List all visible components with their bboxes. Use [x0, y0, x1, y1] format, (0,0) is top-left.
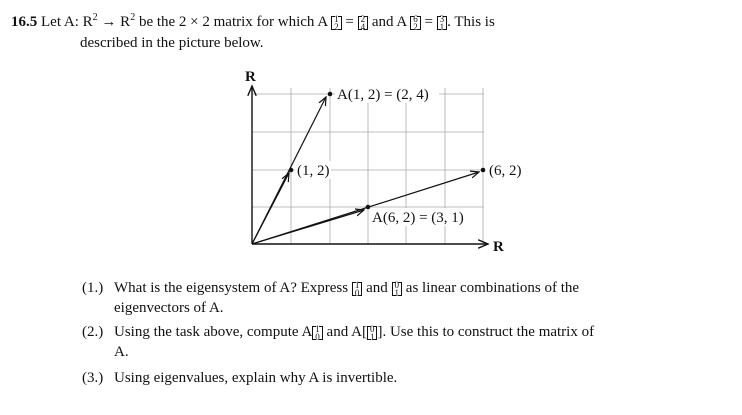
superscript-2: 2	[92, 12, 98, 23]
problem-text-c: . This is	[447, 14, 495, 30]
problem-arrow: → R	[97, 14, 131, 30]
task-2-pre: Using the task above, compute A	[114, 324, 313, 340]
vector-2-4: 2 4	[358, 15, 369, 31]
task-2-line2: A.	[114, 344, 129, 360]
task-1-post: as linear combinations of the	[402, 280, 580, 296]
label-1-2: (1, 2)	[297, 163, 330, 179]
vector-3-1: 3 1	[437, 15, 448, 31]
equals-sign-2: =	[420, 14, 437, 30]
vector-0-1-b: 0 1	[367, 325, 378, 341]
task-2-label: (2.)	[82, 324, 104, 340]
task-2	[82, 322, 702, 362]
problem-text-b: be the 2 × 2 matrix for which A	[135, 14, 328, 30]
problem-text-a: Let A: R	[41, 14, 93, 30]
task-2-text	[82, 322, 702, 362]
point-2-4	[328, 92, 333, 97]
y-axis-label: R	[245, 69, 256, 85]
label-A62: A(6, 2) = (3, 1)	[372, 210, 464, 226]
point-6-2	[481, 168, 486, 173]
label-A12: A(1, 2) = (2, 4)	[337, 87, 429, 103]
task-1	[82, 278, 702, 318]
task-1-mid: and	[362, 280, 392, 296]
task-1-text	[82, 278, 702, 318]
problem-line-2: described in the picture below.	[80, 35, 264, 51]
x-axis-label: R	[493, 239, 504, 255]
task-2-mid: and A[	[322, 324, 367, 340]
label-6-2: (6, 2)	[489, 163, 522, 179]
vector-1-2: 1 2	[331, 15, 342, 31]
task-3-label: (3.)	[82, 370, 104, 386]
task-2-post: ]. Use this to construct the matrix of	[377, 324, 595, 340]
vector-0-1: 0 1	[392, 281, 403, 297]
task-1-line2: eigenvectors of A.	[114, 300, 224, 316]
vector-6-2: 6 2	[410, 15, 421, 31]
task-1-label: (1.)	[82, 280, 104, 296]
task-3	[82, 368, 702, 388]
equals-sign: =	[341, 14, 358, 30]
superscript-2b: 2	[130, 12, 136, 23]
point-3-1	[366, 205, 371, 210]
point-1-2	[289, 168, 294, 173]
problem-and: and A	[368, 14, 407, 30]
problem-number: 16.5	[11, 14, 38, 30]
vector-1-0: 1 0	[352, 281, 363, 297]
task-1-pre: What is the eigensystem of A? Express	[114, 280, 352, 296]
vector-1-0-b: 1 0	[312, 325, 323, 341]
task-3-text: Using eigenvalues, explain why A is invertible.	[114, 370, 398, 386]
